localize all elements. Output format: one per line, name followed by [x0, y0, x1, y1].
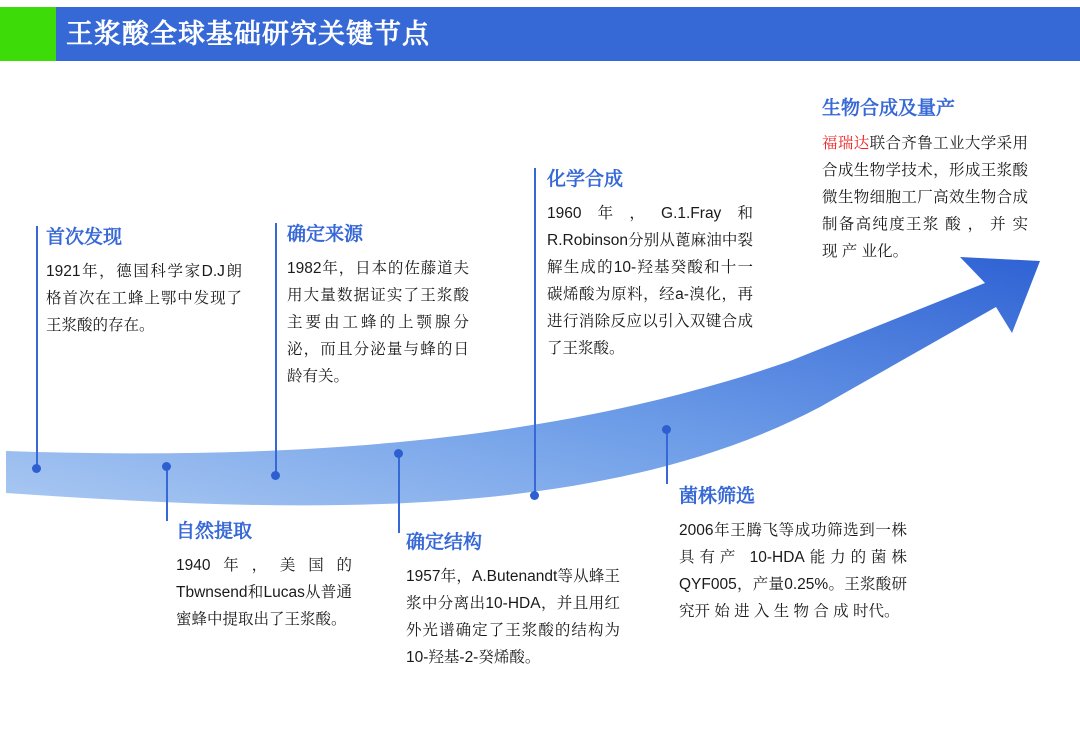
- node-title: 化学合成: [547, 169, 624, 190]
- node-body: [822, 130, 1028, 265]
- timeline-node-strain-screening: [666, 429, 916, 729]
- node-title: 确定结构: [406, 532, 483, 553]
- node-body: 1940年，美国的Tbwnsend和Lucas从普通蜜蜂中提取出了王浆酸。: [176, 557, 352, 628]
- header-banner: [0, 7, 1080, 61]
- node-connector-line: [666, 429, 668, 484]
- node-marker-dot: [271, 471, 280, 480]
- node-body: 1921年，德国科学家D.J朗格首次在工蜂上鄂中发现了王浆酸的存在。: [46, 263, 242, 334]
- node-body: 1982年，日本的佐藤道夫用大量数据证实了王浆酸主要由工蜂的上颚腺分泌，而且分泌量与蜂的日龄有关。: [287, 260, 469, 385]
- node-marker-dot: [530, 491, 539, 500]
- node-marker-dot: [162, 462, 171, 471]
- timeline-node-source-confirmed: [275, 223, 485, 483]
- page-title: 王浆酸全球基础研究关键节点: [66, 19, 430, 49]
- timeline-node-first-discovery: [36, 226, 246, 476]
- node-title: 菌株筛选: [679, 486, 756, 507]
- node-body: 2006年王腾飞等成功筛选到一株具有产 10-HDA能力的菌株QYF005，产量0.25%。王浆酸研究开 始 进 入 生 物 合 成 时代。: [679, 522, 907, 620]
- timeline-node-natural-extraction: [166, 466, 376, 746]
- node-body: 1957年，A.Butenandt等从蜂王浆中分离出10-HDA，并且用红外光谱确定了王浆酸的结构为10-羟基-2-癸烯酸。: [406, 568, 620, 666]
- node-marker-dot: [394, 449, 403, 458]
- header-accent-green: [0, 7, 56, 61]
- node-body: 1960年，G.1.Fray和R.Robinson分别从蓖麻油中裂解生成的10-羟基癸酸和十一碳烯酸为原料，经a-溴化，再进行消除反应以引入双键合成了王浆酸。: [547, 205, 753, 357]
- node-title: 首次发现: [46, 227, 123, 248]
- node-body-text: 联合齐鲁工业大学采用合成生物学技术，形成王浆酸微生物细胞工厂高效生物合成制备高纯度王浆 酸 ， 并 实 现 产 业化。: [822, 135, 1028, 260]
- node-connector-line: [166, 466, 168, 521]
- node-title: 确定来源: [287, 224, 364, 245]
- timeline-node-biosynthesis-mass-production: [822, 97, 1042, 397]
- node-marker-dot: [662, 425, 671, 434]
- node-title: 自然提取: [176, 521, 253, 542]
- node-connector-line: [275, 223, 277, 473]
- node-connector-line: [36, 226, 38, 466]
- brand-name-highlight: 福瑞达: [822, 135, 870, 152]
- node-title: 生物合成及量产: [822, 98, 956, 119]
- timeline-stage: [0, 61, 1080, 734]
- node-connector-line: [398, 453, 400, 533]
- node-marker-dot: [32, 464, 41, 473]
- node-connector-line: [534, 168, 536, 493]
